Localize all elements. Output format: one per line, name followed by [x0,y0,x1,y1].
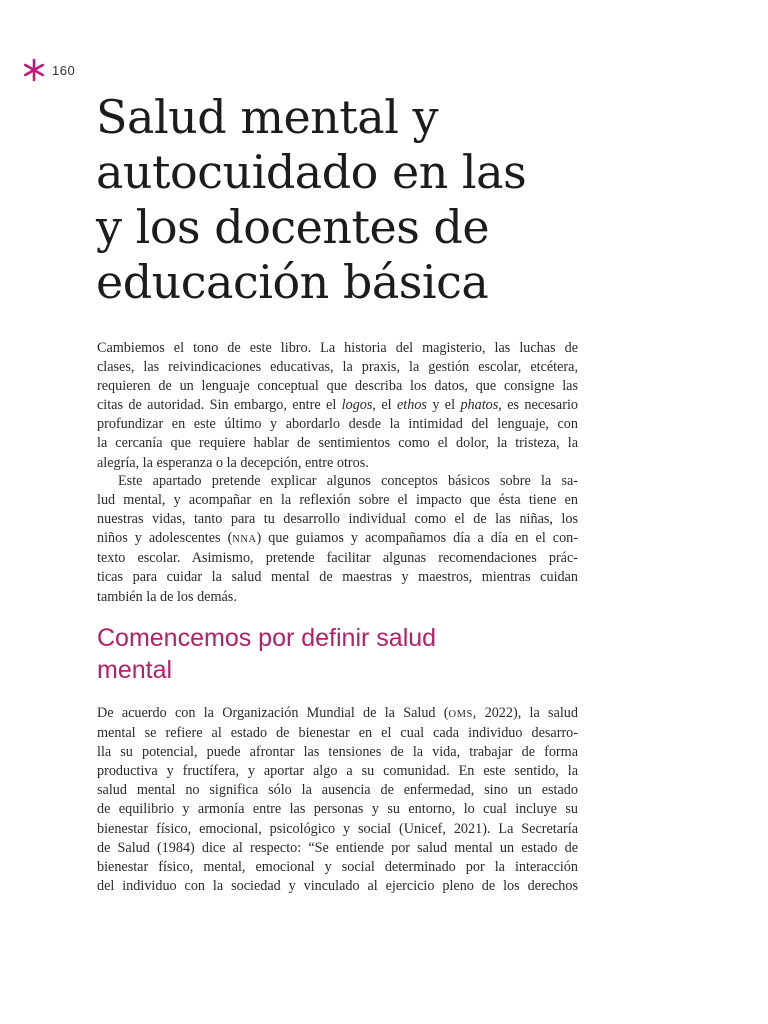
page-header [22,58,75,82]
paragraph-line: salud mental no significa sólo la ausencia de enfermedad, sino un estado [97,782,578,799]
paragraph-line: bienestar físico, emocional, psicológico y social (Unicef, 2021). La Secretaría [97,820,578,837]
text-run: , es necesario [498,397,578,414]
paragraph-line [97,529,578,549]
title-line: y los docentes de [96,200,490,254]
section-heading-line: mental [97,656,173,684]
section-heading [97,622,557,686]
page-number: 160 [52,62,76,78]
text-run: ) que guiamos y acompañamos día a día en el con- [256,530,578,547]
text-run: , 2022), la salud [472,705,578,721]
paragraph-line: de Salud (1984) dice al respecto: “Se entiende por salud mental un estado de [97,839,578,856]
asterisk-icon [22,58,46,82]
text-run: citas de autoridad. Sin embargo, entre el [97,397,342,414]
definition-paragraph [97,704,578,896]
title-line: autocuidado en las [96,145,527,199]
paragraph-line: Cambiemos el tono de este libro. La historia del magisterio, las luchas de [97,340,578,356]
title-line: educación básica [96,255,489,309]
italic-term-ethos: ethos [396,397,427,414]
paragraph-line: lud mental, y acompañar en la reflexión sobre el impacto que ésta tiene en [97,492,578,509]
paragraph-line: del individuo con la sociedad y vinculado al ejercicio pleno de los derechos [97,877,578,894]
text-run: niños y adolescentes ( [97,530,233,547]
italic-term-logos: logos [341,397,373,414]
paragraph-line: texto escolar. Asimismo, pretende facilitar algunas recomendaciones prác- [97,550,578,567]
paragraph-line: lla su potencial, puede afrontar las tensiones de la vida, trabajar de forma [97,744,578,761]
paragraph-line: Este apartado pretende explicar algunos conceptos básicos sobre la sa- [118,473,578,489]
section-heading-line: Comencemos por definir salud [97,624,437,652]
paragraph-line [97,704,578,724]
paragraph-line [97,396,578,415]
paragraph-line: también la de los demás. [97,588,237,605]
text-run: y el [426,397,461,414]
text-run: De acuerdo con la Organización Mundial de la Salud ( [97,705,449,721]
paragraph-line: requieren de un lenguaje conceptual que describa los datos, que consigne las [97,378,578,395]
abbreviation-nna: NNA [232,534,257,546]
paragraph-line: la cercanía que requiere hablar de sentimientos como el dolor, la tristeza, la [97,435,578,452]
page-title [96,90,656,310]
paragraph-line: ticas para cuidar la salud mental de maestras y maestros, mientras cuidan [97,569,578,586]
paragraph-line: mental se refiere al estado de bienestar en el cual cada individuo desarro- [97,725,578,742]
title-line: Salud mental y [96,90,439,144]
paragraph-line: alegría, la esperanza o la decepción, entre otros. [97,454,369,471]
paragraph-line: de equilibrio y armonía entre las personas y su entorno, lo cual incluye su [97,801,578,818]
purpose-paragraph [97,472,578,607]
paragraph-line: profundizar en este último y abordarlo desde la intimidad del lenguaje, con [97,416,578,433]
paragraph-line: clases, las reivindicaciones educativas, la praxis, la gestión escolar, etcétera, [97,359,578,376]
paragraph-line: bienestar físico, mental, emocional y social determinado por la interacción [97,858,578,875]
text-run: , el [372,397,397,414]
italic-term-phatos: phatos [460,397,499,414]
abbreviation-oms: OMS [448,709,473,720]
paragraph-line: productiva y fructífera, y aportar algo a su comunidad. En este sentido, la [97,763,578,780]
paragraph-line: nuestras vidas, tanto para tu desarrollo individual como el de las niñas, los [97,511,578,528]
intro-paragraph [97,339,578,473]
